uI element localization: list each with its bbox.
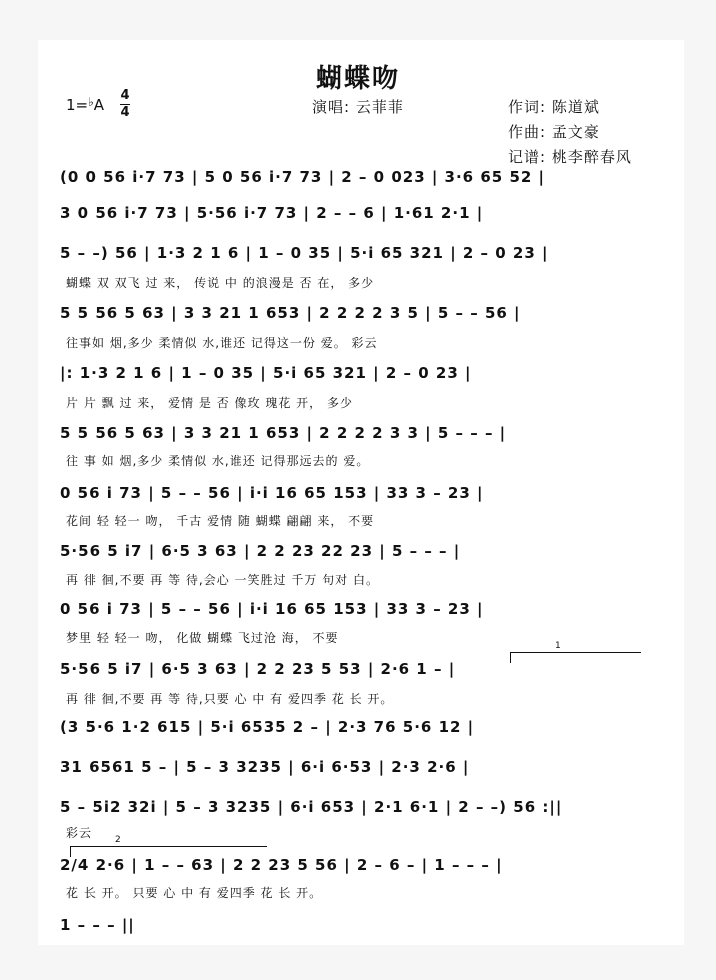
lyric-row: 再 徘 徊,不要 再 等 待,只要 心 中 有 爱四季 花 长 开。 — [66, 692, 394, 706]
transcriber-credit: 记谱: 桃李醉春风 — [508, 148, 632, 166]
lyric-row: 蝴蝶 双 双飞 过 来， 传说 中 的浪漫是 否 在， 多少 — [66, 276, 375, 290]
lyric-row: 往事如 烟,多少 柔情似 水,谁还 记得这一份 爱。 彩云 — [66, 336, 378, 350]
volta-bracket-2: 2 — [70, 846, 267, 857]
volta-bracket-1: 1 — [510, 652, 641, 663]
notation-row: 31 6561 5 – | 5 – 3 3235 | 6·i 6·53 | 2·3 2·6 | — [60, 758, 470, 776]
key-signature — [66, 96, 104, 114]
lyric-row: 梦里 轻 轻一 吻， 化做 蝴蝶 飞过沧 海， 不要 — [66, 631, 339, 645]
notation-row: 0 56 i 73 | 5 – – 56 | i·i 16 65 153 | 33 3 – 23 | — [60, 484, 484, 502]
key-label: 1= — [66, 96, 89, 114]
lyric-row: 彩云 — [66, 826, 93, 840]
notation-row: |: 1·3 2 1 6 | 1 – 0 35 | 5·i 65 321 | 2 – 0 23 | — [60, 364, 472, 382]
flat-sign: ♭ — [88, 95, 94, 109]
time-denominator: 4 — [120, 105, 130, 120]
composer-credit: 作曲: 孟文豪 — [508, 123, 600, 141]
time-signature — [120, 89, 130, 120]
lyric-row: 花 长 开。 只要 心 中 有 爱四季 花 长 开。 — [66, 886, 323, 900]
lyric-row: 花间 轻 轻一 吻， 千古 爱情 随 蝴蝶 翩翩 来， 不要 — [66, 514, 375, 528]
lyric-row: 片 片 飘 过 来， 爱情 是 否 像玫 瑰花 开， 多少 — [66, 396, 353, 410]
notation-row: 5 – 5i2 32i | 5 – 3 3235 | 6·i 653 | 2·1 6·1 | 2 – –) 56 :|| — [60, 798, 563, 816]
notation-row: 5 5 56 5 63 | 3 3 21 1 653 | 2 2 2 2 3 5 | 5 – – 56 | — [60, 304, 521, 322]
lyricist-credit: 作词: 陈道斌 — [508, 98, 600, 116]
notation-row: (3 5·6 1·2 615 | 5·i 6535 2 – | 2·3 76 5·6 12 | — [60, 718, 475, 736]
notation-row: 3 0 56 i·7 73 | 5·56 i·7 73 | 2 – – 6 | 1·61 2·1 | — [60, 204, 484, 222]
time-numerator: 4 — [120, 88, 130, 103]
notation-row: 5 – –) 56 | 1·3 2 1 6 | 1 – 0 35 | 5·i 65 321 | 2 – 0 23 | — [60, 244, 549, 262]
singer-credit: 演唱: 云菲菲 — [312, 98, 404, 116]
notation-row: 1 – – – || — [60, 916, 135, 934]
notation-row: 5 5 56 5 63 | 3 3 21 1 653 | 2 2 2 2 3 3 | 5 – – – | — [60, 424, 507, 442]
song-title: 蝴蝶吻 — [315, 64, 400, 94]
notation-row: 5·56 5 i7 | 6·5 3 63 | 2 2 23 5 53 | 2·6 1 – | — [60, 660, 456, 678]
notation-row: 5·56 5 i7 | 6·5 3 63 | 2 2 23 22 23 | 5 – – – | — [60, 542, 461, 560]
notation-row: 2/4 2·6 | 1 – – 63 | 2 2 23 5 56 | 2 – 6 – | 1 – – – | — [60, 856, 503, 874]
notation-row: (0 0 56 i·7 73 | 5 0 56 i·7 73 | 2 – 0 023 | 3·6 65 52 | — [60, 168, 546, 186]
notation-row: 0 56 i 73 | 5 – – 56 | i·i 16 65 153 | 33 3 – 23 | — [60, 600, 484, 618]
lyric-row: 再 徘 徊,不要 再 等 待,会心 一笑胜过 千万 句对 白。 — [66, 573, 379, 587]
lyric-row: 往 事 如 烟,多少 柔情似 水,谁还 记得那远去的 爱。 — [66, 454, 370, 468]
key-note: A — [93, 96, 105, 114]
